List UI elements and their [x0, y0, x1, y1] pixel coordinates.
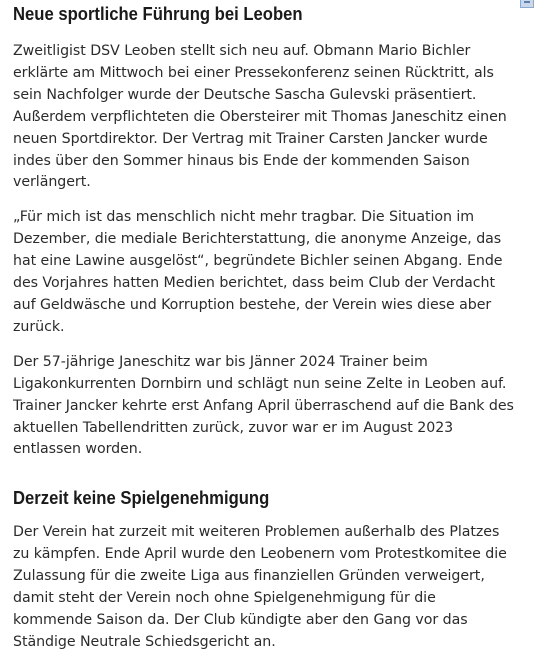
article-paragraph: Der Verein hat zurzeit mit weiteren Problemen außerhalb des Platzes zu kämpfen. Ende April wurde den Leobenern vom Protestkomitee die Zulassung für die zweite Liga aus finanziellen Gründen verweigert, damit steht der Verein noch ohne Spielgenehmigung für die kommende Saison da. Der Club kündigte aber den Gang vor das Ständige Neutrale Schiedsgericht an. [13, 524, 507, 650]
section-heading-license: Derzeit keine Spielgenehmigung [13, 487, 270, 509]
section-heading-leadership: Neue sportliche Führung bei Leoben [13, 3, 303, 24]
article-paragraph: Zweitligist DSV Leoben stellt sich neu auf. Obmann Mario Bichler erklärte am Mittwoch bei einer Pressekonferenz seinen Rücktritt, als sein Nachfolger wurde der Deutsche Sascha Gulevski präsentiert. Außerdem verpflichteten die Obersteirer mit Thomas Janeschitz einen neuen Sportdirektor. Der Vertrag mit Trainer Carsten Jancker wurde indes über den Sommer hinaus bis Ende der kommenden Saison verlängert. [13, 43, 507, 191]
article-paragraph: „Für mich ist das menschlich nicht mehr tragbar. Die Situation im Dezember, die mediale Berichterstattung, die anonyme Anzeige, das hat eine Lawine ausgelöst“, begründete Bichler seinen Abgang. Ende des Vorjahres hatten Medien berichtet, dass beim Club der Verdacht auf Geldwäsche und Korruption bestehe, der Verein wies diese aber zurück. [13, 209, 503, 335]
scroll-up-icon [524, 1, 530, 3]
scroll-to-top-marker[interactable] [520, 0, 534, 8]
article-paragraph: Der 57-jährige Janeschitz war bis Jänner 2024 Trainer beim Ligakonkurrenten Dornbirn und schlägt nun seine Zelte in Leoben auf. Trainer Jancker kehrte erst Anfang April überraschend auf die Bank des aktuellen Tabellendritten zurück, zuvor war er im August 2023 entlassen worden. [13, 353, 514, 458]
article-body [13, 0, 519, 667]
